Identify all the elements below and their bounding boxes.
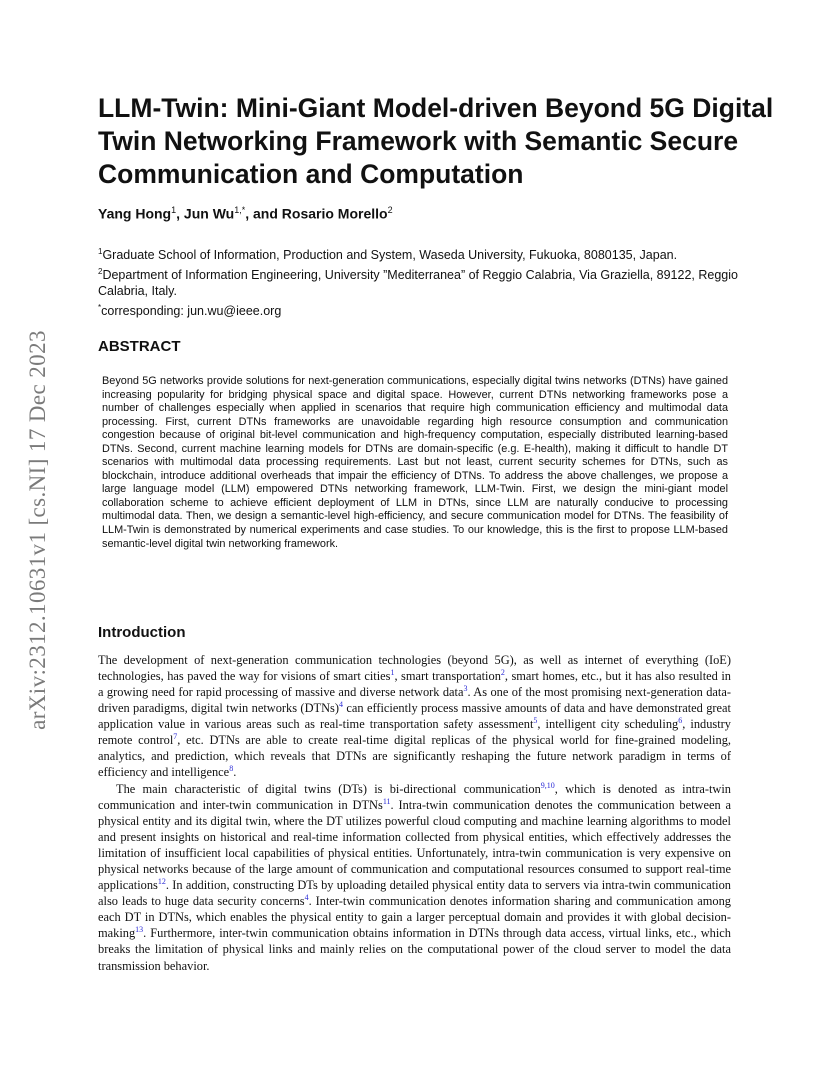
paragraph-text-run: . Intra-twin communication denotes the communication between a physical entity and its digital twin, where the DT utilizes powerful cloud computing and machine learning algorithms to model and present insights on historical and real-time information collected from physical entities, which effectively addresses the limitation of insufficient local capabilities of physical entities. Unfortunately, intra-twin communication is very expensive on physical networks because of the large amount of communication and computational resources consumed to support real-time applications (98, 798, 731, 893)
introduction-heading: Introduction (98, 624, 186, 641)
author-affiliation-mark: 2 (387, 205, 393, 215)
paragraph-text-run: can efficiently process massive amounts of data and have demonstrated great application value in various areas such as real-time transportation safety assessment (98, 701, 731, 732)
citation-link[interactable]: 8 (229, 764, 234, 774)
arxiv-identifier: arXiv:2312.10631v1 [cs.NI] 17 Dec 2023 (25, 330, 50, 730)
citation-link[interactable]: 7 (173, 732, 178, 742)
paragraph-text-run: , smart transportation (394, 669, 501, 684)
paragraph-text-run: , which is denoted as intra-twin communication and inter-twin communication in DTNs (98, 782, 731, 813)
author-separator: , and (245, 205, 282, 222)
author-affiliation-mark: 1 (171, 205, 177, 215)
abstract-heading: ABSTRACT (98, 338, 181, 355)
paragraph-text-run: , intelligent city scheduling (537, 717, 679, 732)
author-name: Yang Hong (98, 205, 172, 222)
author-list (98, 205, 393, 222)
affiliation-item (98, 300, 748, 320)
paper-title: LLM-Twin: Mini-Giant Model-driven Beyond 5G Digital Twin Networking Framework with Semantic Secure Communication and Computation (98, 93, 774, 189)
citation-link[interactable]: 4 (338, 700, 343, 710)
intro-paragraph-2 (98, 781, 731, 974)
intro-paragraph-1 (98, 652, 731, 780)
paragraph-text-run: , smart homes, etc., but it has also resulted in a growing need for rapid processing of massive and diverse network data (98, 669, 731, 700)
affiliation-list (98, 244, 748, 319)
paragraph-text-run: , etc. DTNs are able to create real-time digital replicas of the physical world for fine-grained modeling, analytics, and prediction, which reveals that DTNs are significantly reshaping the future network paradigm in terms of efficiency and intelligence (98, 733, 731, 780)
citation-link[interactable]: 12 (157, 877, 166, 887)
paragraph-text-run: . (233, 765, 237, 780)
paragraph-text-run: . Furthermore, inter-twin communication obtains information in DTNs through data access, virtual links, etc., which breaks the limitation of physical links and mainly relies on the computational power of the cloud server to model the data transmission behavior. (98, 926, 731, 973)
citation-link[interactable]: 1 (390, 667, 395, 677)
citation-link[interactable]: 5 (533, 716, 538, 726)
paragraph-text-run: The development of next-generation communication technologies (beyond 5G), as well as internet of everything (IoE) technologies, has paved the way for visions of smart cities (98, 653, 731, 684)
citation-link[interactable]: 3 (463, 683, 468, 693)
author-name: Rosario Morello (281, 205, 388, 222)
author-affiliation-mark: 1,* (234, 205, 246, 215)
paragraph-text-run: . Inter-twin communication denotes information sharing and communication among each DT in DTNs, which enables the physical entity to gain a larger perceptual domain and provides it with global decision-making (98, 894, 731, 941)
author-name: Jun Wu (183, 205, 235, 222)
citation-link[interactable]: 4 (304, 893, 309, 903)
citation-link[interactable]: 11 (382, 796, 391, 806)
affiliation-mark: 2 (98, 266, 103, 276)
arxiv-identifier-sidebar (18, 300, 58, 760)
citation-link[interactable]: 2 (500, 667, 505, 677)
paragraph-text-run: , industry remote control (98, 717, 732, 748)
affiliation-text: Graduate School of Information, Production and System, Waseda University, Fukuoka, 8080135, Japan. (102, 248, 678, 263)
paragraph-text-run: . In addition, constructing DTs by uploading detailed physical entity data to servers via intra-twin communication also leads to huge data security concerns (98, 878, 731, 909)
corresponding-email: corresponding: jun.wu@ieee.org (101, 303, 282, 318)
affiliation-item (98, 244, 748, 264)
paragraph-text-run: . As one of the most promising next-generation data-driven paradigms, digital twin networks (DTNs) (98, 685, 731, 716)
affiliation-text: Department of Information Engineering, University ”Mediterranea” of Reggio Calabria, Via Graziella, 89122, Reggio Calabria, Italy. (98, 267, 738, 299)
citation-link[interactable]: 9,10 (540, 780, 555, 790)
paragraph-text-run: The main characteristic of digital twins (DTs) is bi-directional communication (116, 782, 541, 796)
abstract-text: Beyond 5G networks provide solutions for next-generation communications, especially digital twins networks (DTNs) have gained increasing popularity for bridging physical space and digital space. However, current DTNs networking frameworks pose a number of challenges especially when applied in scenarios that require high communication efficiency and multimodal data processing. First, current DTNs frameworks are unavoidable regarding high resource consumption and communication congestion because of original bit-level communication and high-frequency computation, especially distributed learning-based DTNs. Second, current machine learning models for DTNs are domain-specific (e.g. E-health), making it difficult to handle DT scenarios with multimodal data processing requirements. Last but not least, current security schemes for DTNs, such as blockchain, introduce additional overheads that impair the efficiency of DTNs. To address the above challenges, we propose a large language model (LLM) empowered DTNs networking framework, LLM-Twin. First, we design the mini-giant model collaboration scheme to achieve efficient deployment of LLM in DTNs, since LLM are naturally conducive to processing multimodal data. Then, we design a semantic-level high-efficiency, and secure communication model for DTNs. The feasibility of LLM-Twin is demonstrated by numerical experiments and case studies. To our knowledge, this is the first to propose LLM-based semantic-level digital twin networking framework. (102, 375, 728, 550)
citation-link[interactable]: 6 (678, 716, 683, 726)
affiliation-mark: 1 (98, 247, 103, 256)
affiliation-mark: * (98, 302, 102, 312)
affiliation-item (98, 264, 748, 300)
citation-link[interactable]: 13 (135, 925, 144, 935)
author-separator: , (176, 205, 184, 222)
